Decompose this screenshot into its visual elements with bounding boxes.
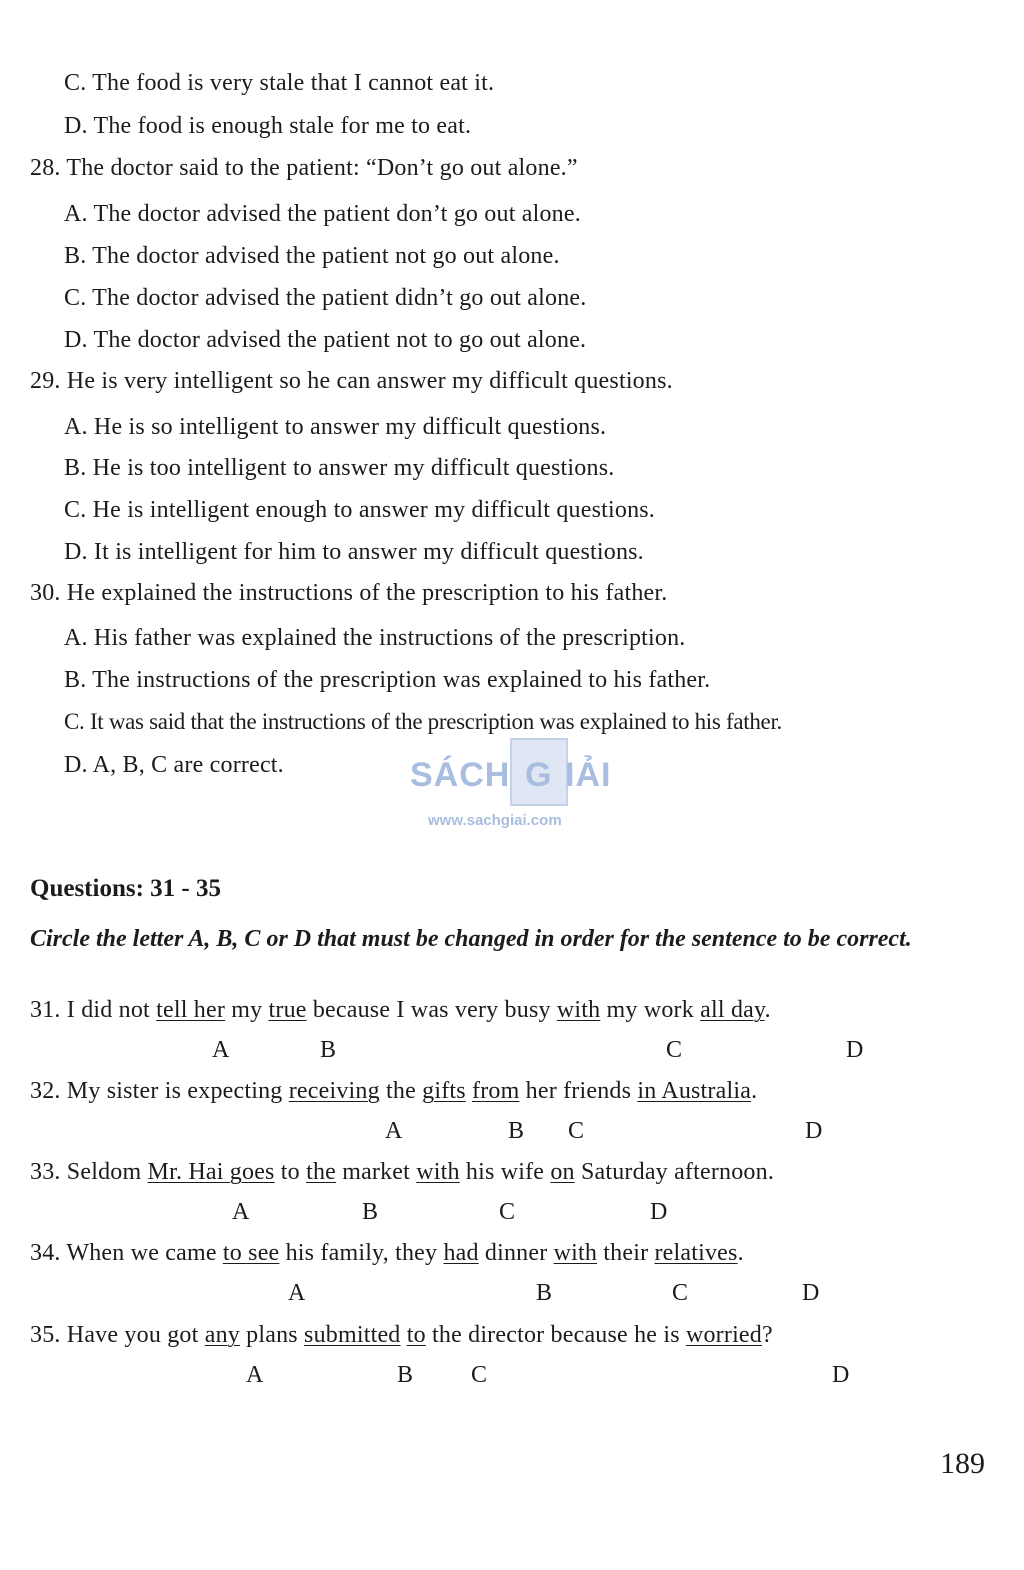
- q31-letter-d: D: [846, 1037, 864, 1063]
- q35-underline-d: worried: [685, 1322, 762, 1348]
- q29-option-c: C. He is intelligent enough to answer my difficult questions.: [64, 497, 656, 523]
- q32-sentence: 32. My sister is expecting receiving the gifts from her friends in Australia.: [30, 1078, 758, 1104]
- q34-letter-d: D: [802, 1280, 820, 1306]
- q35-letter-a: A: [246, 1362, 264, 1388]
- q31-letter-a: A: [212, 1037, 230, 1063]
- q31-letter-b: B: [320, 1037, 337, 1063]
- q34-underline-b: had: [443, 1240, 479, 1266]
- q33-letter-a: A: [232, 1199, 250, 1225]
- q32-underline-b: gifts: [422, 1078, 466, 1104]
- section-heading: Questions: 31 - 35: [30, 875, 221, 902]
- q30-stem: 30. He explained the instructions of the prescription to his father.: [30, 580, 668, 606]
- q30-option-a: A. His father was explained the instructions of the prescription.: [64, 625, 686, 651]
- q33-underline-b: the: [306, 1159, 336, 1185]
- q28-stem: 28. The doctor said to the patient: “Don’t go out alone.”: [30, 155, 578, 181]
- q27-option-d: D. The food is enough stale for me to eat.: [64, 113, 472, 139]
- watermark-brand-right: IẢI: [565, 756, 612, 794]
- q27-option-c: C. The food is very stale that I cannot eat it.: [64, 70, 495, 96]
- q35-underline-c: to: [406, 1322, 426, 1348]
- q31-underline-a: tell her: [156, 997, 226, 1023]
- q34-underline-a: to see: [222, 1240, 280, 1266]
- q34-underline-d: relatives: [654, 1240, 738, 1266]
- q35-letter-b: B: [397, 1362, 414, 1388]
- q30-option-b: B. The instructions of the prescription was explained to his father.: [64, 667, 711, 693]
- q29-stem: 29. He is very intelligent so he can answer my difficult questions.: [30, 368, 673, 394]
- q31-underline-c: with: [556, 997, 601, 1023]
- q33-underline-c: with: [416, 1159, 460, 1185]
- watermark-brand-left: SÁCH: [410, 756, 511, 794]
- q35-sentence: 35. Have you got any plans submitted to the director because he is worried?: [30, 1322, 773, 1348]
- q32-underline-d: in Australia: [637, 1078, 752, 1104]
- q33-letter-c: C: [499, 1199, 516, 1225]
- q35-underline-a: any: [204, 1322, 240, 1348]
- q33-sentence: 33. Seldom Mr. Hai goes to the market with his wife on Saturday afternoon.: [30, 1159, 775, 1185]
- q32-underline-c: from: [472, 1078, 520, 1104]
- q31-underline-b: true: [268, 997, 307, 1023]
- q31-letter-c: C: [666, 1037, 683, 1063]
- q32-letter-d: D: [805, 1118, 823, 1144]
- q28-option-d: D. The doctor advised the patient not to go out alone.: [64, 327, 587, 353]
- q34-underline-c: with: [553, 1240, 598, 1266]
- q35-letter-d: D: [832, 1362, 850, 1388]
- q31-sentence: 31. I did not tell her my true because I was very busy with my work all day.: [30, 997, 771, 1023]
- q30-option-d: D. A, B, C are correct.: [64, 752, 284, 778]
- q33-underline-d: on: [550, 1159, 575, 1185]
- q33-letter-d: D: [650, 1199, 668, 1225]
- q34-letter-c: C: [672, 1280, 689, 1306]
- q33-letter-b: B: [362, 1199, 379, 1225]
- q35-letter-c: C: [471, 1362, 488, 1388]
- q33-underline-a: Mr. Hai goes: [147, 1159, 275, 1185]
- q32-letter-b: B: [508, 1118, 525, 1144]
- q28-option-b: B. The doctor advised the patient not go out alone.: [64, 243, 560, 269]
- q35-underline-b: submitted: [304, 1322, 401, 1348]
- watermark-logo: [410, 738, 620, 838]
- q32-letter-c: C: [568, 1118, 585, 1144]
- q34-letter-a: A: [288, 1280, 306, 1306]
- q29-option-b: B. He is too intelligent to answer my difficult questions.: [64, 455, 615, 481]
- q29-option-a: A. He is so intelligent to answer my difficult questions.: [64, 414, 607, 440]
- q34-sentence: 34. When we came to see his family, they had dinner with their relatives.: [30, 1240, 744, 1266]
- q28-option-c: C. The doctor advised the patient didn’t go out alone.: [64, 285, 587, 311]
- watermark-url: www.sachgiai.com: [428, 812, 562, 829]
- section-instruction: Circle the letter A, B, C or D that must be changed in order for the sentence to be correct.: [30, 926, 912, 952]
- q28-option-a: A. The doctor advised the patient don’t go out alone.: [64, 201, 581, 227]
- q31-underline-d: all day: [700, 997, 765, 1023]
- q32-letter-a: A: [385, 1118, 403, 1144]
- page-number: 189: [940, 1447, 985, 1480]
- q30-option-c: C. It was said that the instructions of the prescription was explained to his father.: [64, 709, 783, 734]
- q34-letter-b: B: [536, 1280, 553, 1306]
- watermark-brand-g: G: [525, 756, 552, 794]
- q32-underline-a: receiving: [288, 1078, 380, 1104]
- q29-option-d: D. It is intelligent for him to answer my difficult questions.: [64, 539, 644, 565]
